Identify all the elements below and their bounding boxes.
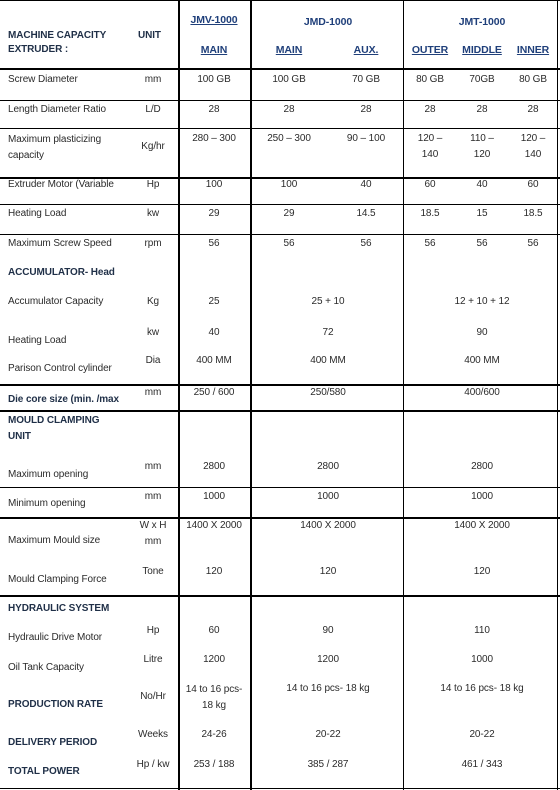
value-cell: 385 / 287 <box>307 759 349 770</box>
model-jmt: JMT-1000 <box>458 16 506 28</box>
value-cell: 24-26 <box>201 729 227 740</box>
value-cell: 2800 <box>203 461 225 472</box>
value-cell: 461 / 343 <box>461 759 503 770</box>
row-unit: mm <box>144 387 162 398</box>
rule <box>0 788 560 789</box>
value-cell: 29 <box>283 208 295 219</box>
value-cell: 1000 <box>471 491 493 502</box>
value-cell: 56 <box>424 238 436 249</box>
value-cell: 40 <box>208 327 220 338</box>
row-label: Mould Clamping Force <box>8 574 107 585</box>
rule <box>0 128 560 129</box>
row-unit: L/D <box>145 104 161 115</box>
row-label: Heating Load <box>8 208 67 219</box>
value-cell: 56 <box>283 238 295 249</box>
row-label: Die core size (min. /max <box>8 394 119 405</box>
model-jmv: JMV-1000 <box>190 14 238 26</box>
value-cell: 60 <box>527 179 539 190</box>
value-cell: 28 <box>208 104 220 115</box>
row-unit: Kg <box>146 296 160 307</box>
value-cell: 18.5 <box>420 208 440 219</box>
value-cell: 280 – 300 <box>192 133 236 144</box>
value-cell: 90 – 100 <box>346 133 386 144</box>
row-unit: No/Hr <box>140 691 166 702</box>
value-cell: 25 + 10 <box>311 296 345 307</box>
row-label: Accumulator Capacity <box>8 296 104 307</box>
value-cell: 80 GB <box>519 74 547 85</box>
extruder-heading: EXTRUDER : <box>8 44 69 55</box>
row-unit: mm <box>144 491 162 502</box>
row-label: DELIVERY PERIOD <box>8 737 98 748</box>
row-unit: Hp / kw <box>136 759 170 770</box>
value-cell: 18.5 <box>523 208 543 219</box>
row-label: Parison Control cylinder <box>8 363 112 374</box>
value-cell: 2800 <box>471 461 493 472</box>
value-cell: 80 GB <box>416 74 444 85</box>
value-cell: 70GB <box>469 74 495 85</box>
value-cell: 29 <box>208 208 220 219</box>
value-cell: 250/580 <box>310 387 346 398</box>
value-cell: 56 <box>527 238 539 249</box>
value-cell: 20-22 <box>469 729 495 740</box>
row-label: Extruder Motor (Variable <box>8 179 114 190</box>
row-unit: kw <box>146 327 160 338</box>
value-cell: 1400 X 2000 <box>454 520 510 531</box>
value-cell: 120 – 140 <box>520 133 546 160</box>
value-cell: 12 + 10 + 12 <box>454 296 510 307</box>
row-label: Maximum Mould size <box>8 535 101 546</box>
value-cell: 70 GB <box>352 74 380 85</box>
value-cell: 56 <box>360 238 372 249</box>
value-cell: 40 <box>476 179 488 190</box>
row-unit: Kg/hr <box>141 141 165 152</box>
value-cell: 400 MM <box>196 355 232 366</box>
value-cell: 14 to 16 pcs- 18 kg <box>286 683 370 694</box>
value-cell: 28 <box>360 104 372 115</box>
mould-heading: MOULD CLAMPING UNIT <box>8 415 100 442</box>
row-label: TOTAL POWER <box>8 766 80 777</box>
value-cell: 72 <box>322 327 334 338</box>
row-label: Hydraulic Drive Motor <box>8 632 103 643</box>
row-label: Oil Tank Capacity <box>8 662 84 673</box>
value-cell: 120 <box>473 566 491 577</box>
value-cell: 14.5 <box>356 208 376 219</box>
row-label: Length Diameter Ratio <box>8 104 106 115</box>
value-cell: 120 – 140 <box>417 133 443 160</box>
value-cell: 400/600 <box>464 387 500 398</box>
head-label: MAIN <box>275 44 303 56</box>
rule <box>0 595 560 597</box>
value-cell: 1200 <box>317 654 339 665</box>
value-cell: 100 GB <box>272 74 306 85</box>
row-label: Maximum Screw Speed <box>8 238 112 249</box>
row-label: Maximum plasticizing capacity <box>8 134 102 161</box>
row-unit: mm <box>144 74 162 85</box>
value-cell: 250 / 600 <box>193 387 235 398</box>
unit-heading: UNIT <box>138 30 161 41</box>
head-label: MAIN <box>200 44 228 56</box>
column-rule <box>403 0 404 790</box>
value-cell: 120 <box>319 566 337 577</box>
value-cell: 90 <box>322 625 334 636</box>
row-unit: kw <box>146 208 160 219</box>
value-cell: 25 <box>208 296 220 307</box>
value-cell: 60 <box>424 179 436 190</box>
rule <box>0 204 560 205</box>
value-cell: 120 <box>205 566 223 577</box>
rule <box>0 234 560 235</box>
row-unit: mm <box>144 461 162 472</box>
value-cell: 1000 <box>471 654 493 665</box>
value-cell: 14 to 16 pcs- 18 kg <box>185 684 243 711</box>
value-cell: 400 MM <box>310 355 346 366</box>
value-cell: 56 <box>476 238 488 249</box>
row-unit: Tone <box>142 566 164 577</box>
value-cell: 250 – 300 <box>267 133 311 144</box>
value-cell: 400 MM <box>464 355 500 366</box>
value-cell: 110 <box>474 625 490 636</box>
rule <box>0 0 560 1</box>
head-label: MIDDLE <box>462 44 502 56</box>
row-unit: W x H mm <box>139 520 167 547</box>
value-cell: 14 to 16 pcs- 18 kg <box>440 683 524 694</box>
value-cell: 2800 <box>317 461 339 472</box>
value-cell: 1400 X 2000 <box>300 520 356 531</box>
value-cell: 100 <box>280 179 298 190</box>
row-label: Heating Load <box>8 335 67 346</box>
rule <box>0 410 560 412</box>
value-cell: 15 <box>476 208 488 219</box>
accumulator-heading: ACCUMULATOR- Head <box>8 267 115 278</box>
head-label: AUX. <box>353 44 379 56</box>
row-unit: rpm <box>144 238 162 249</box>
value-cell: 20-22 <box>315 729 341 740</box>
value-cell: 28 <box>424 104 436 115</box>
row-unit: Hp <box>146 625 160 636</box>
value-cell: 253 / 188 <box>193 759 235 770</box>
hydraulic-heading: HYDRAULIC SYSTEM <box>8 603 110 614</box>
value-cell: 90 <box>476 327 488 338</box>
value-cell: 100 GB <box>197 74 231 85</box>
value-cell: 28 <box>527 104 539 115</box>
head-label: INNER <box>516 44 550 56</box>
row-unit: Litre <box>143 654 163 665</box>
value-cell: 56 <box>208 238 220 249</box>
row-unit: Hp <box>146 179 160 190</box>
rule <box>0 487 560 488</box>
model-jmd: JMD-1000 <box>303 16 353 28</box>
row-unit: Dia <box>145 355 161 366</box>
rule <box>0 100 560 101</box>
column-rule <box>250 0 252 790</box>
row-label: Minimum opening <box>8 498 86 509</box>
value-cell: 1000 <box>317 491 339 502</box>
value-cell: 60 <box>208 625 220 636</box>
value-cell: 100 <box>205 179 223 190</box>
value-cell: 28 <box>283 104 295 115</box>
value-cell: 1200 <box>203 654 225 665</box>
row-label: Screw Diameter <box>8 74 78 85</box>
value-cell: 28 <box>476 104 488 115</box>
value-cell: 40 <box>360 179 372 190</box>
value-cell: 1000 <box>203 491 225 502</box>
head-label: OUTER <box>411 44 449 56</box>
row-label: PRODUCTION RATE <box>8 699 103 710</box>
row-label: Maximum opening <box>8 469 89 480</box>
value-cell: 1400 X 2000 <box>186 520 242 531</box>
value-cell: 110 – 120 <box>470 133 494 160</box>
rule <box>0 68 560 70</box>
machine-capacity-heading: MACHINE CAPACITY <box>8 30 107 41</box>
row-unit: Weeks <box>138 729 168 740</box>
